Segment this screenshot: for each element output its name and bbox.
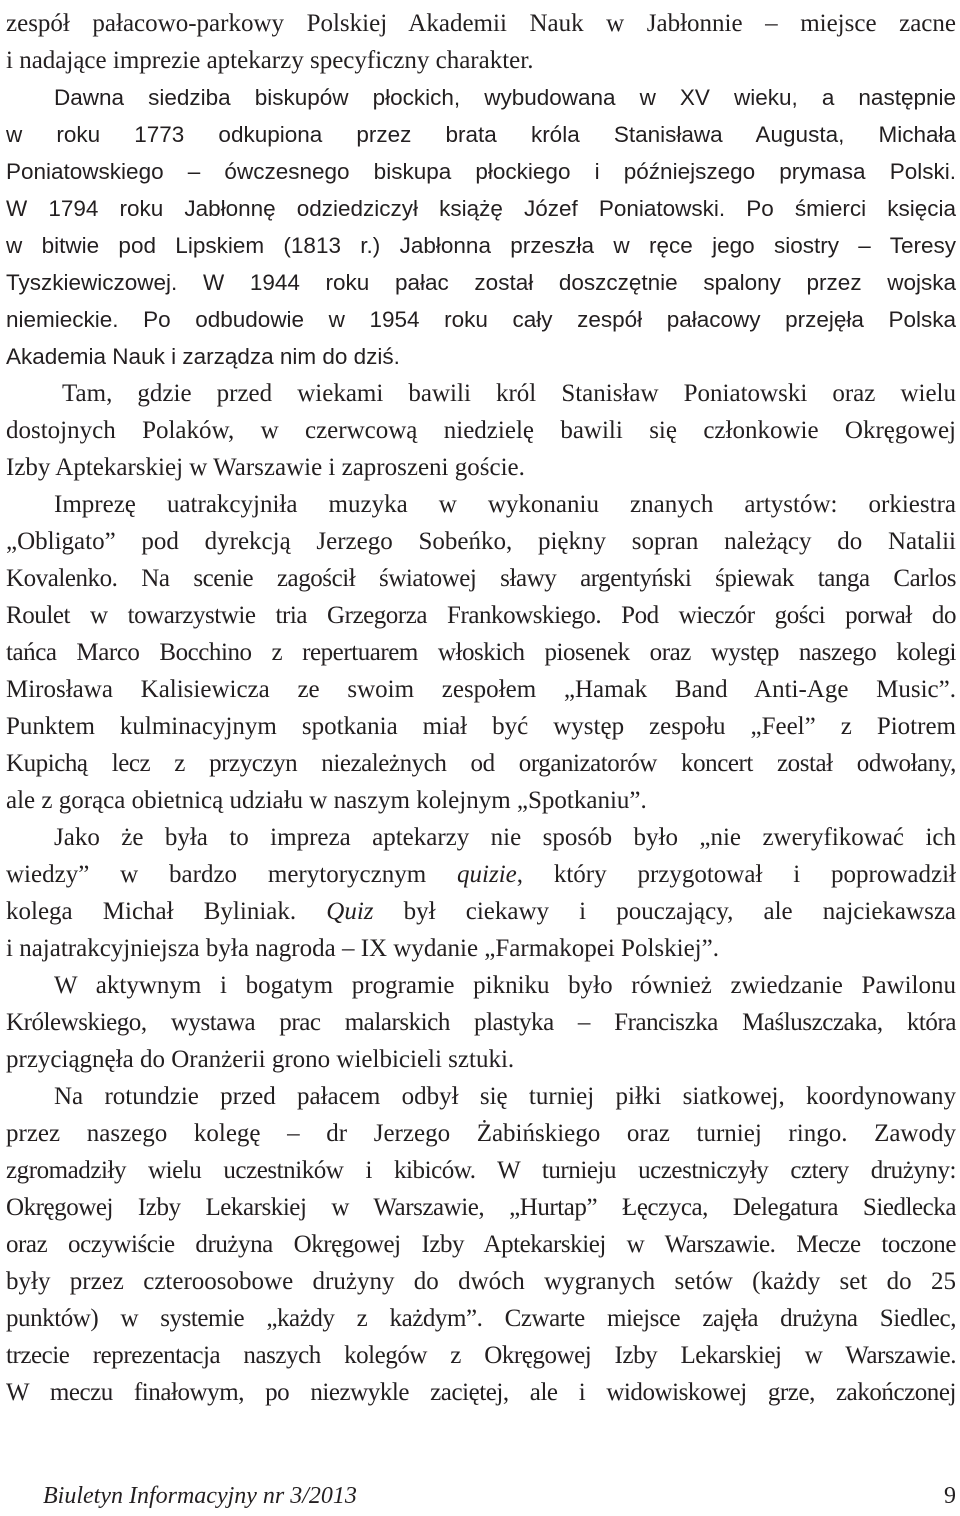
text-line: w bitwie pod Lipskiem (1813 r.) Jabłonna przeszła w ręce jego siostry – Teresy <box>6 233 956 258</box>
text-line: Dawna siedziba biskupów płockich, wybudowana w XV wieku, a następnie <box>54 85 956 110</box>
text-line: były przez czteroosobowe drużyny do dwóch wygranych setów (każdy set do 25 <box>6 1268 956 1295</box>
text-line: Królewskiego, wystawa prac malarskich plastyka – Franciszka Maśluszczaka, która <box>6 1009 956 1036</box>
text-line: zespół pałacowo-parkowy Polskiej Akademii Nauk w Jabłonnie – miejsce zacne <box>6 10 956 37</box>
text-line <box>6 855 956 895</box>
text-line: Na rotundzie przed pałacem odbył się turniej piłki siatkowej, koordynowany <box>54 1083 956 1110</box>
text-line: Okręgowej Izby Lekarskiej w Warszawie, „Hurtap” Łęczyca, Delegatura Siedlecka <box>6 1194 956 1221</box>
text-line: przyciągnęła do Oranżerii grono wielbicieli sztuki. <box>6 1046 515 1073</box>
text-line: Imprezę uatrakcyjniła muzyka w wykonaniu znanych artystów: orkiestra <box>54 491 956 518</box>
line-segment: wiedzy” w bardzo merytorycznym quizie, który przygotował i poprowadził <box>6 861 956 888</box>
line-segment: kolega Michał Byliniak. Quiz był ciekawy i pouczający, ale najciekawsza <box>6 898 957 925</box>
text-line: dostojnych Polaków, w czerwcową niedzielę bawili się członkowie Okręgowej <box>6 417 956 444</box>
text-line: przez naszego kolegę – dr Jerzego Żabińskiego oraz turniej ringo. Zawody <box>6 1120 956 1147</box>
text-line: i nadające imprezie aptekarzy specyficzny charakter. <box>6 47 534 74</box>
text-line: Kovalenko. Na scenie zagościł światowej sławy argentyński śpiewak tanga Carlos <box>6 565 956 592</box>
text-line: W meczu finałowym, po niezwykle zaciętej, ale i widowiskowej grze, zakończonej <box>6 1379 956 1406</box>
text-line: punktów) w systemie „każdy z każdym”. Czwarte miejsce zajęła drużyna Siedlec, <box>6 1305 956 1332</box>
publication-title: Biuletyn Informacyjny nr 3/2013 <box>43 1483 357 1509</box>
text-line: zgromadziły wielu uczestników i kibiców. W turnieju uczestniczyły cztery drużyny: <box>6 1157 956 1184</box>
text-line: W 1794 roku Jabłonnę odziedziczył książę Józef Poniatowski. Po śmierci księcia <box>6 196 956 221</box>
text-line: Roulet w towarzystwie tria Grzegorza Frankowskiego. Pod wieczór gości porwał do <box>6 602 956 629</box>
text-line: niemieckie. Po odbudowie w 1954 roku cały zespół pałacowy przejęła Polska <box>6 307 956 332</box>
text-line: trzecie reprezentacja naszych kolegów z Okręgowej Izby Lekarskiej w Warszawie. <box>6 1342 956 1369</box>
text-line <box>6 892 956 932</box>
text-line: ale z gorąca obietnicą udziału w naszym kolejnym „Spotkaniu”. <box>6 787 647 814</box>
text-line: Punktem kulminacyjnym spotkania miał być występ zespołu „Feel” z Piotrem <box>6 713 956 740</box>
text-line: Tyszkiewiczowej. W 1944 roku pałac został doszczętnie spalony przez wojska <box>6 270 956 295</box>
text-line: Jako że była to impreza aptekarzy nie sposób było „nie zweryfikować ich <box>54 824 956 851</box>
text-line: i najatrakcyjniejsza była nagroda – IX wydanie „Farmakopei Polskiej”. <box>6 935 719 962</box>
text-line: w roku 1773 odkupiona przez brata króla Stanisława Augusta, Michała <box>6 122 956 147</box>
text-line: W aktywnym i bogatym programie pikniku było również zwiedzanie Pawilonu <box>54 972 956 999</box>
page-number: 9 <box>944 1483 956 1509</box>
text-line: Akademia Nauk i zarządza nim do dziś. <box>6 344 400 369</box>
text-line: Tam, gdzie przed wiekami bawili król Stanisław Poniatowski oraz wielu <box>62 380 956 407</box>
text-line: Kupichą lecz z przyczyn niezależnych od organizatorów koncert został odwołany, <box>6 750 956 777</box>
text-line: oraz oczywiście drużyna Okręgowej Izby Aptekarskiej w Warszawie. Mecze toczone <box>6 1231 956 1258</box>
text-line: Mirosława Kalisiewicza ze swoim zespołem „Hamak Band Anti-Age Music”. <box>6 676 956 703</box>
text-line: Poniatowskiego – ówczesnego biskupa płockiego i późniejszego prymasa Polski. <box>6 159 956 184</box>
text-line: Izby Aptekarskiej w Warszawie i zaproszeni goście. <box>6 454 525 481</box>
text-line: „Obligato” pod dyrekcją Jerzego Sobeńko, piękny sopran należący do Natalii <box>6 528 956 555</box>
text-line: tańca Marco Bocchino z repertuarem włoskich piosenek oraz występ naszego kolegi <box>6 639 956 666</box>
